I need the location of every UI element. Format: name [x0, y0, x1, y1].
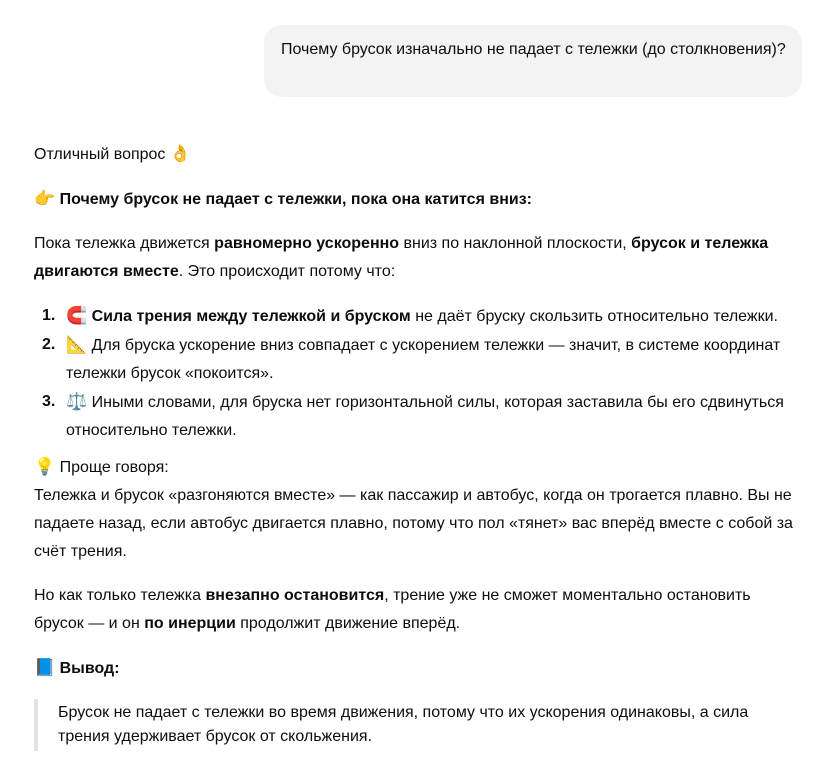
assistant-answer — [34, 140, 802, 751]
user-message-text: Почему брусок изначально не падает с тележки (до столкновения)? — [281, 41, 786, 58]
list-item-text: не даёт бруску скользить относительно тележки. — [410, 308, 778, 325]
intro-bold-1: равномерно ускоренно — [214, 235, 400, 252]
conclusion-heading-text: Вывод: — [59, 660, 120, 677]
inertia-text-1: Но как только тележка — [34, 587, 206, 604]
conclusion-heading — [34, 654, 802, 683]
list-item — [42, 302, 802, 331]
intro-text-2: вниз по наклонной плоскости, — [399, 235, 632, 252]
list-number: 2. — [42, 336, 56, 353]
intro-text-1: Пока тележка движется — [34, 235, 215, 252]
inertia-text-2: , трение уже не сможет моментально остановить брусок — и он — [34, 587, 751, 632]
blue-book-icon: 📘 — [34, 658, 56, 677]
greeting-line — [34, 140, 802, 169]
inertia-bold-1: внезапно остановится — [205, 587, 385, 604]
inertia-text-3: продолжит движение вперёд. — [235, 615, 461, 632]
section-heading — [34, 185, 802, 214]
conclusion-quote-text: Брусок не падает с тележки во время движения, потому что их ускорения одинаковы, а сила трения удерживает брусок от скольжения. — [58, 704, 749, 745]
simple-heading-text: Проще говоря: — [59, 459, 169, 476]
intro-bold-2: брусок и тележка двигаются вместе — [34, 235, 769, 280]
list-item-text: Для бруска ускорение вниз совпадает с ускорением тележки — значит, в системе координат тележки брусок «покоится». — [66, 337, 781, 382]
simple-heading — [34, 453, 802, 482]
list-number: 1. — [42, 307, 56, 324]
intro-paragraph — [34, 230, 802, 286]
triangle-ruler-icon: 📐 — [66, 335, 88, 354]
balance-scale-icon: ⚖️ — [66, 392, 88, 411]
ok-hand-icon: 👌 — [169, 144, 192, 163]
list-item-text: Иными словами, для бруска нет горизонтальной силы, которая заставила бы его сдвинуться относительно тележки. — [66, 394, 784, 439]
intro-text-3: . Это происходит потому что: — [178, 263, 396, 280]
conclusion-blockquote — [34, 699, 802, 751]
reasons-list — [34, 302, 802, 445]
inertia-bold-2: по инерции — [144, 615, 236, 632]
list-item — [42, 331, 802, 388]
inertia-paragraph — [34, 582, 802, 638]
list-item-bold: Сила трения между тележкой и бруском — [91, 308, 411, 325]
user-message-bubble — [264, 25, 802, 97]
light-bulb-icon: 💡 — [34, 457, 56, 476]
list-number: 3. — [42, 393, 56, 410]
greeting-text: Отличный вопрос — [34, 146, 166, 163]
simple-paragraph: Тележка и брусок «разгоняются вместе» — как пассажир и автобус, когда он трогается плавно. Вы не падаете назад, если автобус двигается плавно, потому что пол «тянет» вас вперёд вместе с собой за счёт трения. — [34, 487, 793, 560]
magnet-icon: 🧲 — [66, 306, 88, 325]
pointing-hand-icon: 👉 — [34, 189, 56, 208]
section-heading-text: Почему брусок не падает с тележки, пока она катится вниз: — [59, 191, 532, 208]
list-item — [42, 388, 802, 445]
